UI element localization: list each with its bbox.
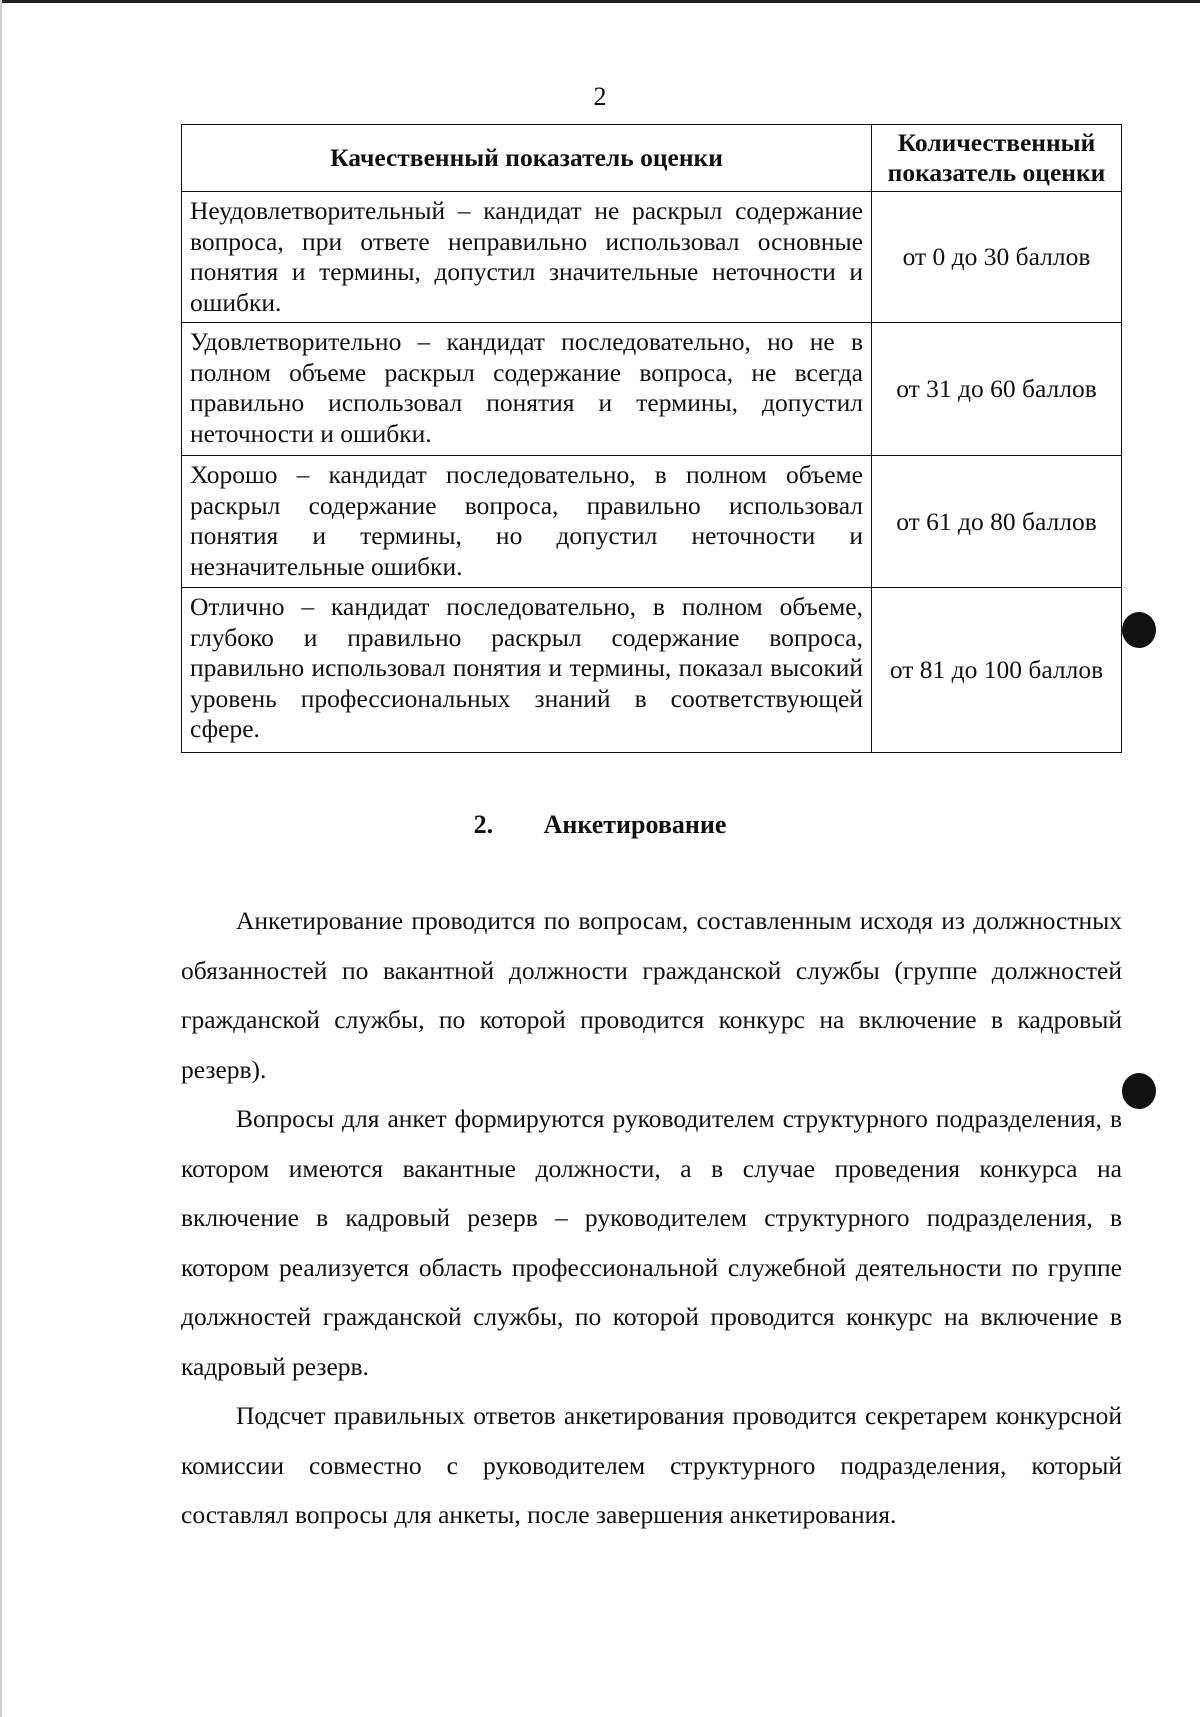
- scan-hole-mark: [1122, 612, 1156, 648]
- table-row: [182, 456, 1122, 588]
- section-title: Анкетирование: [543, 810, 727, 839]
- paragraph: Анкетирование проводится по вопросам, составленным исходя из должностных обязанностей по вакантной должности гражданской службы (группе должностей гражданской службы, по которой проводится конкурс на включение в кадровый резерв).: [181, 906, 1122, 1084]
- table-row: [182, 192, 1122, 323]
- table-row: [182, 323, 1122, 456]
- quality-cell: Хорошо – кандидат последовательно, в полном объеме раскрыл содержание вопроса, правильно использовал понятия и термины, но допустил неточности и незначительные ошибки.: [182, 456, 872, 588]
- header-quality: Качественный показатель оценки: [182, 125, 872, 192]
- table-row: [182, 588, 1122, 753]
- score-cell: от 61 до 80 баллов: [872, 456, 1122, 588]
- paragraph: Вопросы для анкет формируются руководителем структурного подразделения, в котором имеются вакантные должности, а в случае проведения конкурса на включение в кадровый резерв – руководителем структурного подразделения, в котором реализуется область профессиональной служебной деятельности по группе должностей гражданской службы, по которой проводится конкурс на включение в кадровый резерв.: [181, 1104, 1122, 1381]
- score-cell: от 0 до 30 баллов: [872, 192, 1122, 323]
- score-cell: от 81 до 100 баллов: [872, 588, 1122, 753]
- section-heading: [0, 810, 1200, 840]
- scan-top-edge: [0, 0, 1200, 3]
- quality-cell: Неудовлетворительный – кандидат не раскрыл содержание вопроса, при ответе неправильно использовал основные понятия и термины, допустил значительные неточности и ошибки.: [182, 192, 872, 323]
- page-number: 2: [593, 82, 607, 111]
- quality-cell: Удовлетворительно – кандидат последовательно, но не в полном объеме раскрыл содержание вопроса, не всегда правильно использовал понятия и термины, допустил неточности и ошибки.: [182, 323, 872, 456]
- scan-hole-mark: [1122, 1073, 1156, 1109]
- score-cell: от 31 до 60 баллов: [872, 323, 1122, 456]
- header-score: Количественный показатель оценки: [872, 125, 1122, 192]
- paragraph: Подсчет правильных ответов анкетирования проводится секретарем конкурсной комиссии совместно с руководителем структурного подразделения, который составлял вопросы для анкеты, после завершения анкетирования.: [181, 1401, 1122, 1529]
- section-number: 2.: [473, 810, 494, 839]
- section-body: [181, 896, 1122, 1540]
- table-header-row: [182, 125, 1122, 192]
- quality-cell: Отлично – кандидат последовательно, в полном объеме, глубоко и правильно раскрыл содержание вопроса, правильно использовал понятия и термины, показал высокий уровень профессиональных знаний в соответствующей сфере.: [182, 588, 872, 753]
- scan-left-edge: [0, 0, 2, 1717]
- grading-table: [181, 124, 1122, 753]
